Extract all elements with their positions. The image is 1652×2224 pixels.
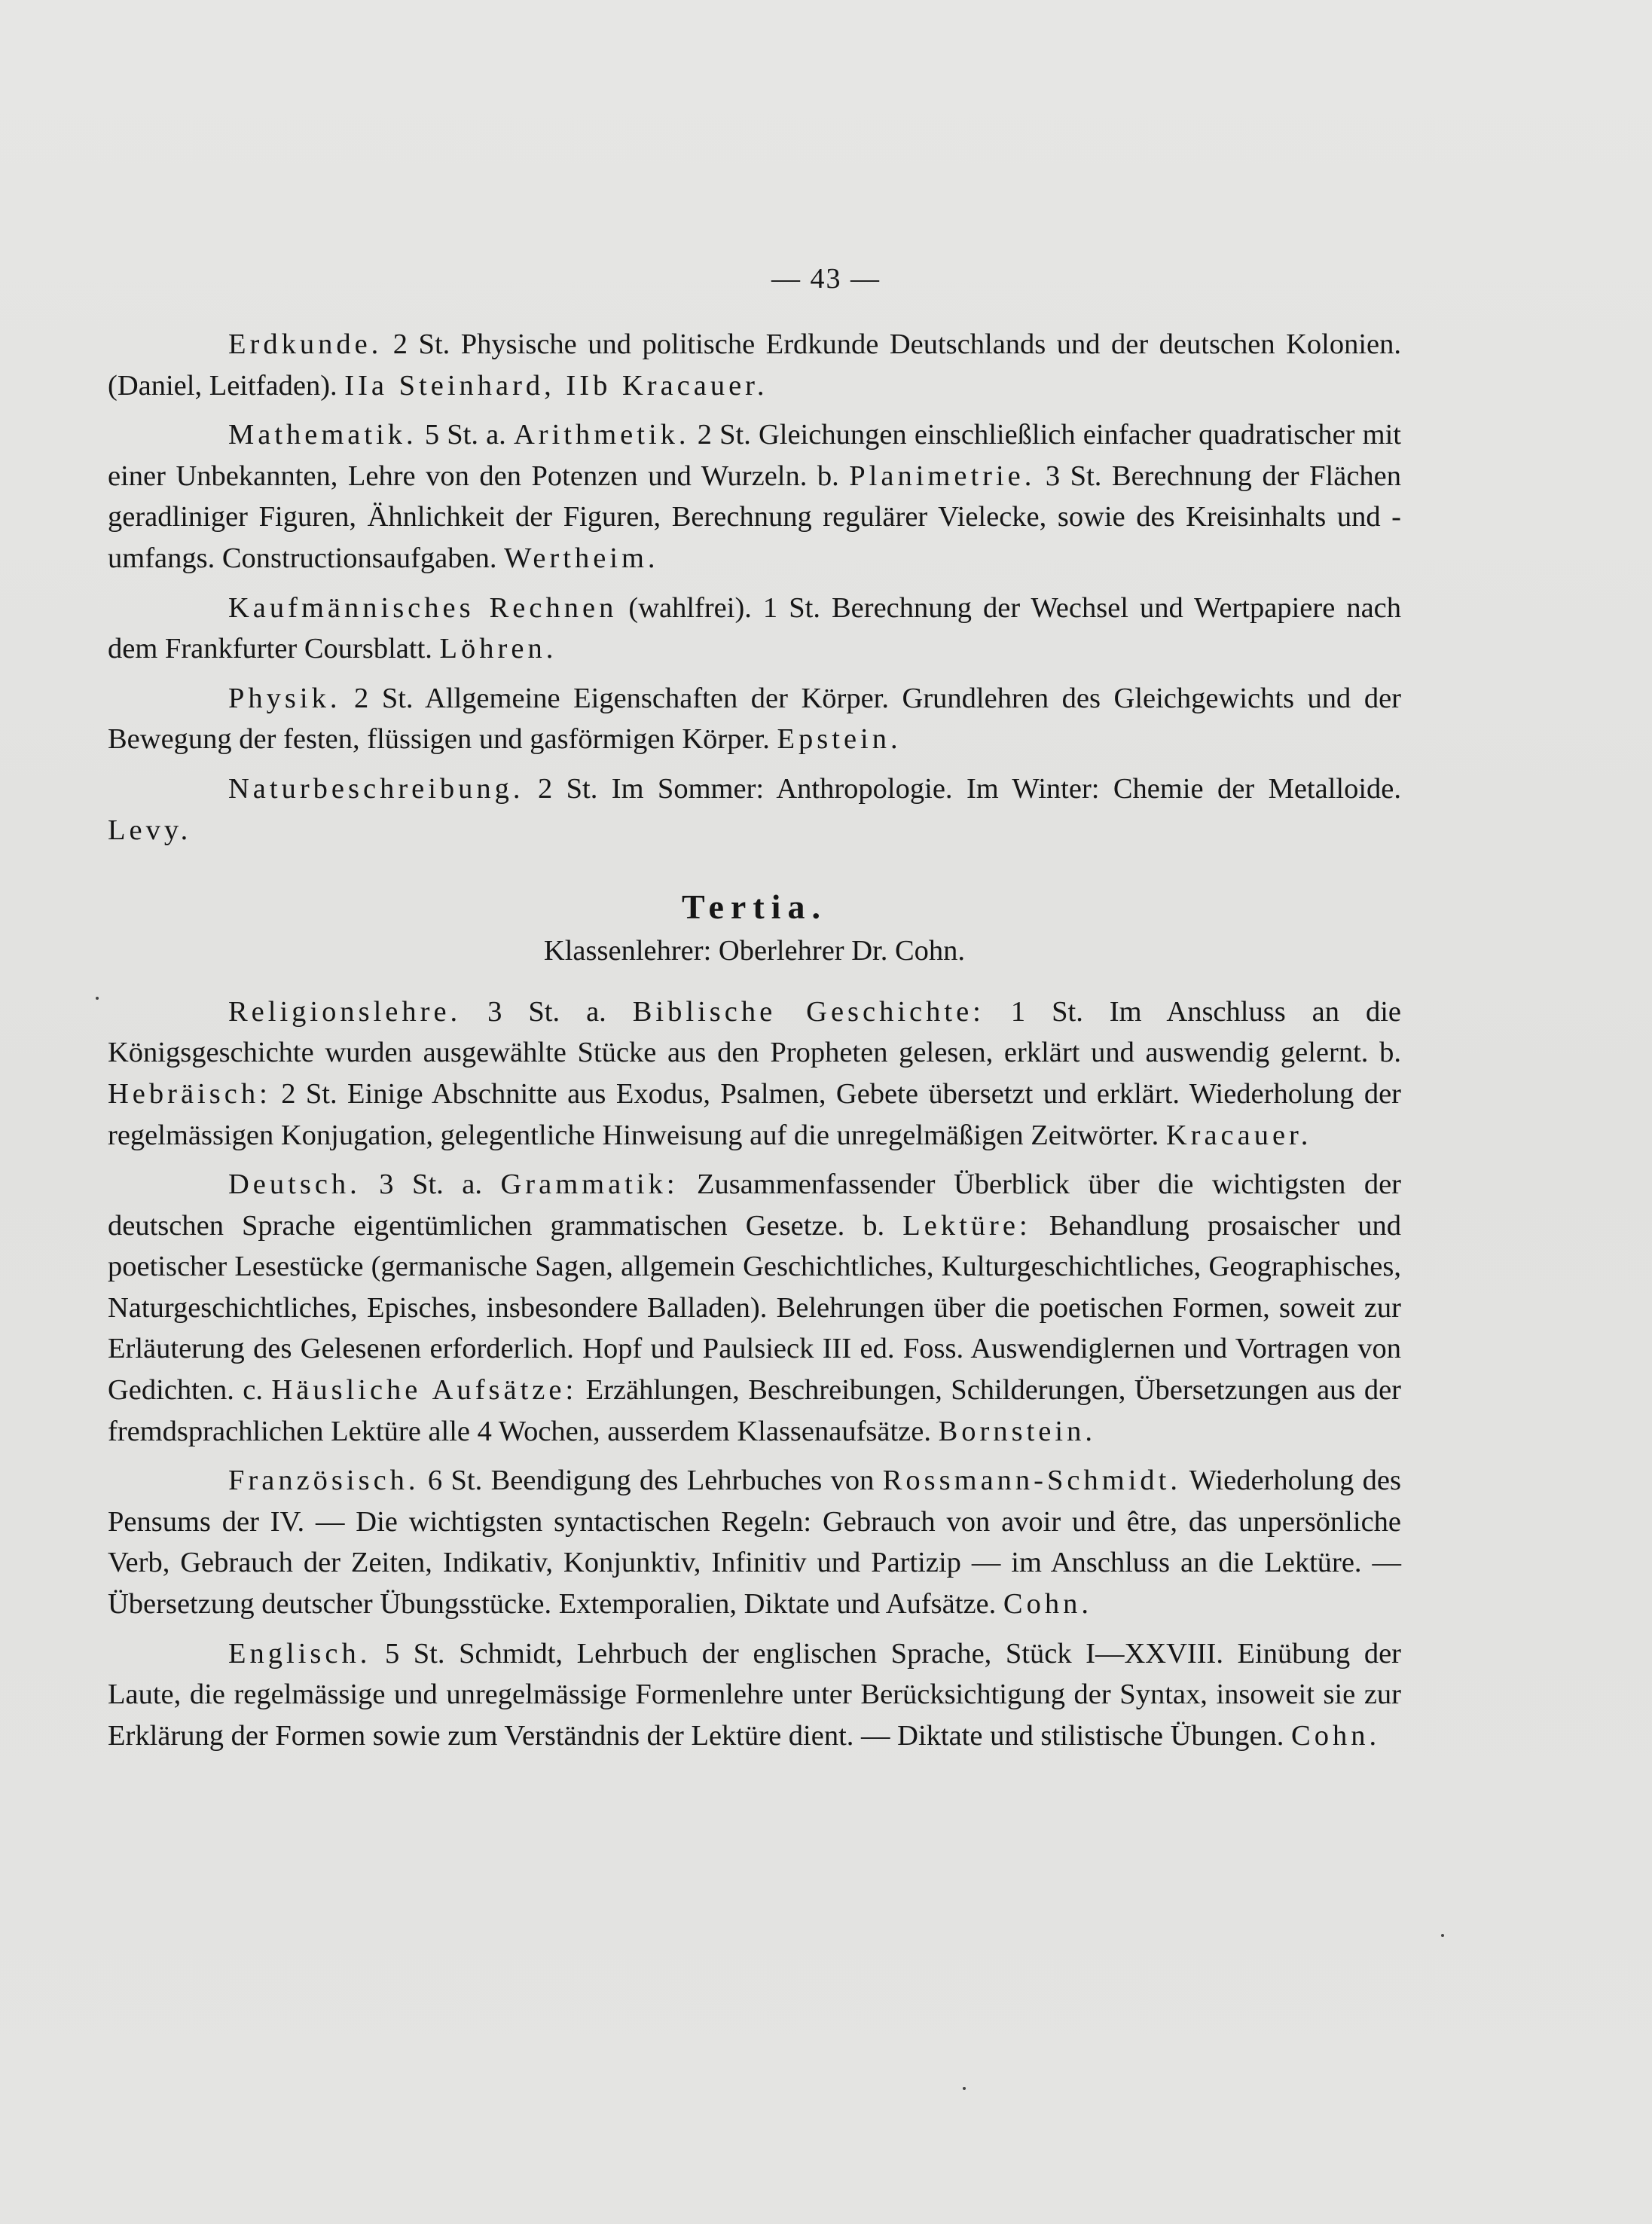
- teacher-name: Kracauer.: [1165, 1119, 1312, 1151]
- subject-title: Deutsch.: [228, 1169, 361, 1201]
- subject-title: Mathematik.: [228, 419, 417, 451]
- paragraph-deutsch: [108, 1164, 1401, 1452]
- section-heading-tertia: Tertia.: [682, 887, 827, 927]
- subject-title: Naturbeschreibung.: [228, 772, 524, 805]
- paragraph-erdkunde: [108, 324, 1401, 406]
- paragraph-englisch: [108, 1633, 1401, 1757]
- teacher-name: Cohn.: [1003, 1588, 1092, 1621]
- teacher-name: Epstein.: [777, 723, 902, 756]
- paper-speck: [96, 997, 99, 1000]
- paragraph-text: 1 St. Im Anschluss an die Königsgeschichte wurden ausgewählte Stücke aus den Propheten gelesen, erklärt und auswendig gelernt. b.: [108, 995, 1401, 1069]
- book-title: Rossmann-Schmidt.: [882, 1465, 1181, 1497]
- subsection-title: Lektüre:: [902, 1209, 1031, 1242]
- subsection-title: Grammatik:: [500, 1169, 679, 1201]
- teacher-name: Bornstein.: [938, 1415, 1096, 1447]
- paragraph-text: 2 St. Physische und politische Erdkunde Deutschlands und der deutschen Kolonien. (Daniel, Leitfaden).: [108, 328, 1401, 402]
- paragraph-text: 6 St. Beendigung des Lehrbuches von: [419, 1465, 883, 1497]
- paragraph-kaufmaennisch: [108, 588, 1401, 670]
- document-body: [108, 324, 1401, 1764]
- paragraph-text: 2 St. Allgemeine Eigenschaften der Körper. Grundlehren des Gleichgewichts und der Bewegung der festen, flüssigen und gasförmigen Körper.: [108, 682, 1401, 756]
- paragraph-physik: [108, 678, 1401, 760]
- teacher-name: Levy.: [108, 814, 192, 846]
- paragraph-text: 5 St. Schmidt, Lehrbuch der englischen Sprache, Stück I—XXVIII. Einübung der Laute, die regelmässige und unregelmässige Formenlehre unter Berücksichtigung der Syntax, insoweit sie zur Erklärung der Formen sowie zum Verständnis der Lektüre dient. — Diktate und stilistische Übungen.: [108, 1637, 1401, 1752]
- subject-title: Englisch.: [228, 1637, 371, 1670]
- paragraph-naturbeschreibung: [108, 768, 1401, 851]
- paragraph-text: Erzählungen, Beschreibungen, Schilderungen, Übersetzungen aus der fremdsprachlichen Lektüre alle 4 Wochen, ausserdem Klassenaufsätze.: [108, 1374, 1401, 1447]
- subject-title: Erdkunde.: [228, 328, 383, 360]
- subject-title: Religionslehre.: [228, 995, 462, 1028]
- paragraph-franzoesisch: [108, 1460, 1401, 1624]
- paragraph-text: Behandlung prosaischer und poetischer Lesestücke (germanische Sagen, allgemein Geschichtliches, Kulturgeschichtliches, Geographisches, Naturgeschichtliches, Episches, insbesondere Balladen). Belehrungen über die poetischen Formen, soweit zur Erläuterung des Gelesenen erforderlich. Hopf und Paulsieck III ed. Foss. Auswendiglernen und Vortragen von Gedichten. c.: [108, 1209, 1401, 1407]
- subject-title: Kaufmännisches Rechnen: [228, 591, 618, 624]
- paragraph-text: 2 St. Gleichungen einschließlich einfacher quadratischer mit einer Unbekannten, Lehre von den Potenzen und Wurzeln. b.: [108, 419, 1401, 492]
- subsection-title: Biblische Geschichte:: [632, 995, 985, 1028]
- paragraph-mathematik: [108, 414, 1401, 579]
- page-number: — 43 —: [771, 263, 881, 295]
- class-teacher-line: Klassenlehrer: Oberlehrer Dr. Cohn.: [543, 935, 966, 967]
- teacher-name: Cohn.: [1291, 1719, 1381, 1752]
- paragraph-text: (wahlfrei). 1 St. Berechnung der Wechsel und Wertpapiere nach dem Frankfurter Coursblatt.: [108, 591, 1401, 665]
- subsection-title: Planimetrie.: [849, 460, 1036, 492]
- paragraph-text: Wiederholung des Pensums der IV. — Die wichtigsten syntactischen Regeln: Gebrauch von avoir und être, das unpersönliche Verb, Gebrauch der Zeiten, Indikativ, Konjunktiv, Infinitiv und Partizip — im Anschluss an die Lektüre. — Übersetzung deutscher Übungsstücke. Extemporalien, Diktate und Aufsätze.: [108, 1465, 1401, 1621]
- subsection-title: Häusliche Aufsätze:: [271, 1374, 578, 1407]
- paper-speck: [963, 2087, 966, 2090]
- subsection-title: Hebräisch:: [108, 1077, 271, 1110]
- paragraph-text: 2 St. Einige Abschnitte aus Exodus, Psalmen, Gebete übersetzt und erklärt. Wiederholung der regelmässigen Konjugation, gelegentliche Hinweisung auf die unregelmäßigen Zeitwörter.: [108, 1077, 1401, 1151]
- paragraph-text: 3 St. a.: [360, 1169, 501, 1201]
- paragraph-text: 2 St. Im Sommer: Anthropologie. Im Winter: Chemie der Metalloide.: [524, 772, 1401, 805]
- subject-title: Physik.: [228, 682, 341, 714]
- teacher-name: Wertheim.: [504, 542, 659, 574]
- teacher-name: IIa Steinhard, IIb Kracauer.: [344, 369, 768, 402]
- subject-title: Französisch.: [228, 1465, 420, 1497]
- paragraph-religion: [108, 991, 1401, 1156]
- paragraph-text: 3 St. a.: [461, 995, 633, 1028]
- paper-speck: [1441, 1934, 1444, 1937]
- subsection-title: Arithmetik.: [513, 419, 690, 451]
- paragraph-text: Zusammenfassender Überblick über die wichtigsten der deutschen Sprache eigentümlichen grammatischen Gesetze. b.: [108, 1169, 1401, 1242]
- paragraph-text: 5 St. a.: [417, 419, 514, 451]
- paragraph-text: 3 St. Berechnung der Flächen geradliniger Figuren, Ähnlichkeit der Figuren, Berechnung regulärer Vielecke, sowie des Kreisinhalts und -umfangs. Constructionsaufgaben.: [108, 460, 1401, 574]
- teacher-name: Löhren.: [439, 633, 557, 665]
